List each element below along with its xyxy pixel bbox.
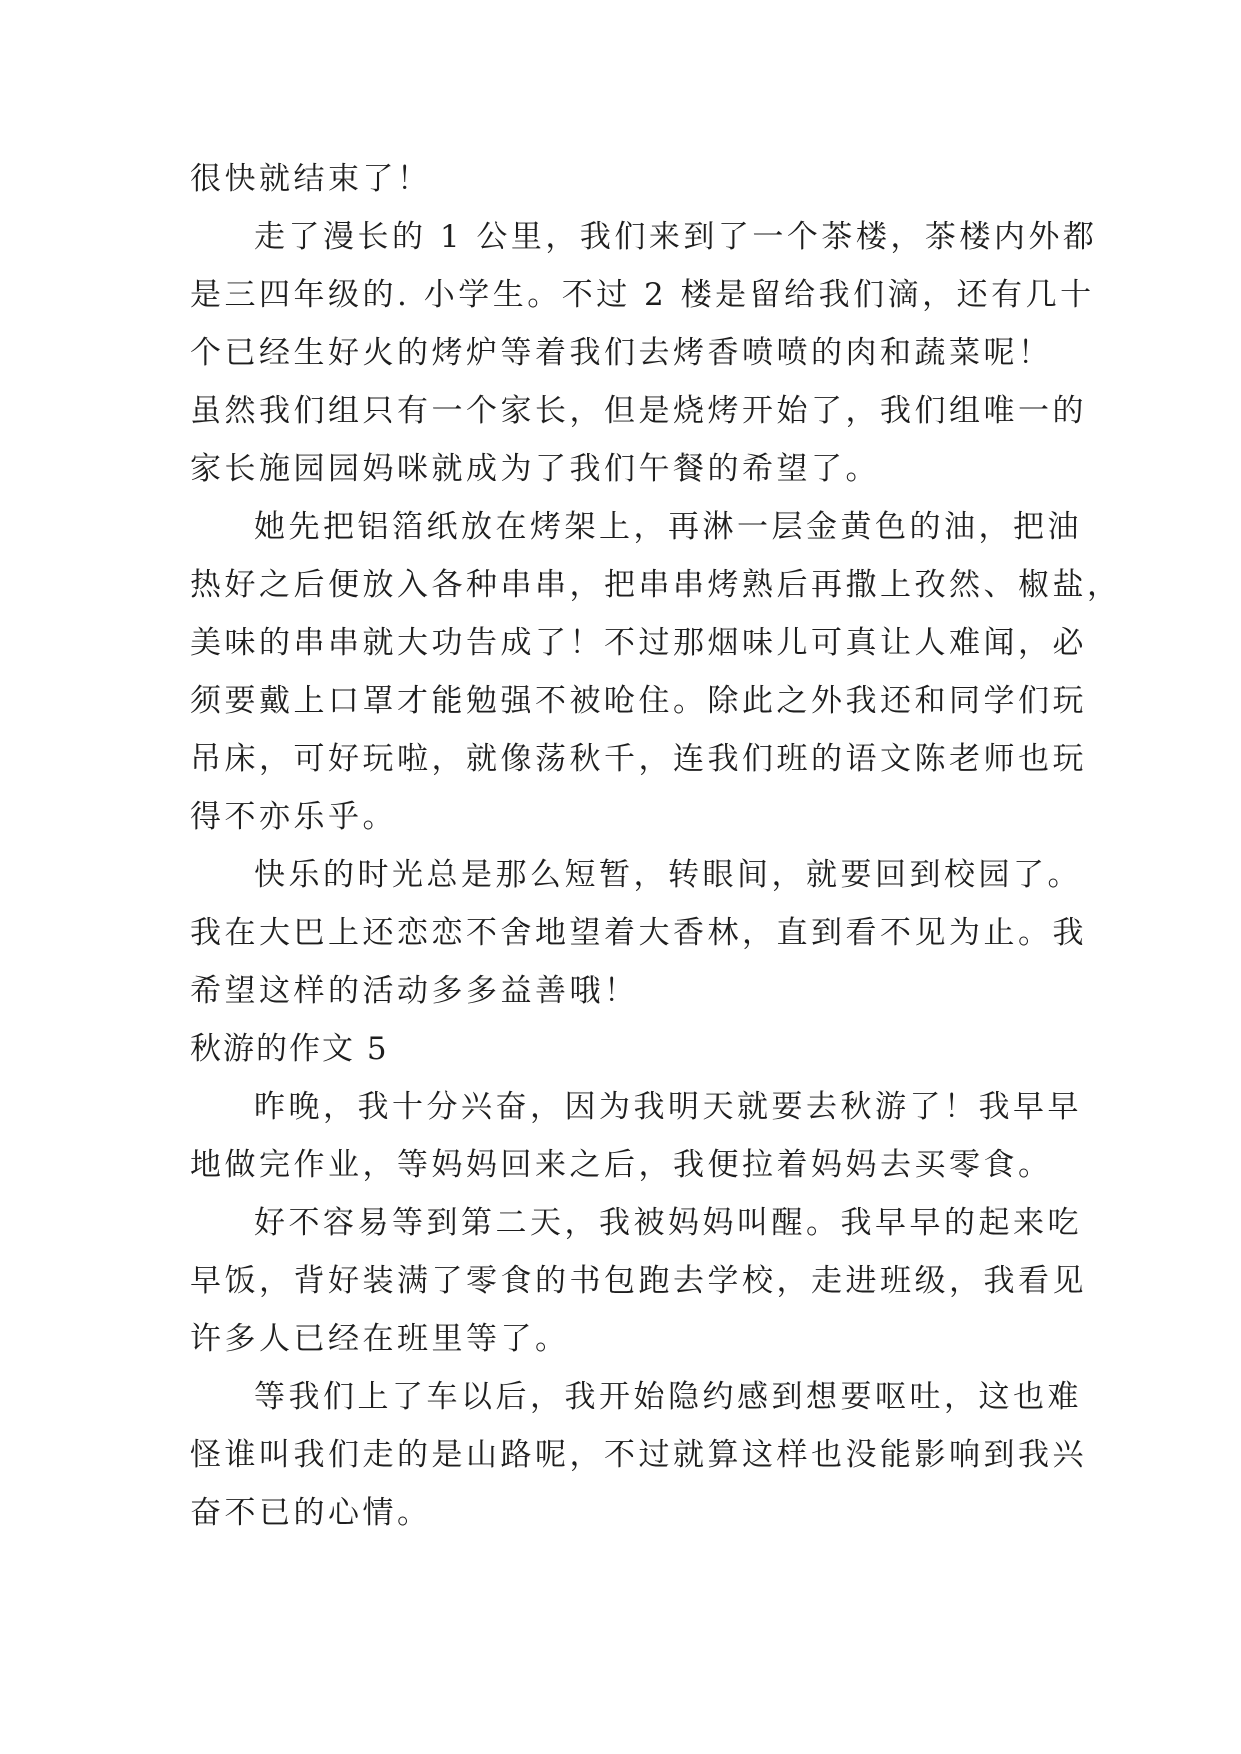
- document-body: [190, 150, 1122, 1542]
- text-line: 个已经生好火的烤炉等着我们去烤香喷喷的肉和蔬菜呢！: [190, 335, 1053, 371]
- text-line: 吊床，可好玩啦，就像荡秋千，连我们班的语文陈老师也玩: [190, 741, 1087, 777]
- text-line: 好不容易等到第二天，我被妈妈叫醒。我早早的起来吃: [254, 1205, 1082, 1241]
- text-line: 早饭，背好装满了零食的书包跑去学校，走进班级，我看见: [190, 1263, 1087, 1299]
- text-line: 我在大巴上还恋恋不舍地望着大香林，直到看不见为止。我: [190, 915, 1087, 951]
- text-line: 昨晚，我十分兴奋，因为我明天就要去秋游了！我早早: [254, 1089, 1082, 1125]
- text-line: 是三四年级的. 小学生。不过 2 楼是留给我们滴，还有几十: [190, 277, 1095, 313]
- text-line: 希望这样的活动多多益善哦！: [190, 973, 639, 1009]
- section-heading: 秋游的作文 5: [190, 1031, 389, 1067]
- text-line: 地做完作业，等妈妈回来之后，我便拉着妈妈去买零食。: [190, 1147, 1053, 1183]
- text-line: 很快就结束了！: [190, 161, 432, 197]
- text-line: 美味的串串就大功告成了！不过那烟味儿可真让人难闻，必: [190, 625, 1087, 661]
- text-line: 须要戴上口罩才能勉强不被呛住。除此之外我还和同学们玩: [190, 683, 1087, 719]
- text-line: 走了漫长的 1 公里，我们来到了一个茶楼，茶楼内外都: [254, 219, 1098, 255]
- text-line: 快乐的时光总是那么短暂，转眼间，就要回到校园了。: [254, 857, 1082, 893]
- text-line: 怪谁叫我们走的是山路呢，不过就算这样也没能影响到我兴: [190, 1437, 1087, 1473]
- text-line: 许多人已经在班里等了。: [190, 1321, 570, 1357]
- text-line: 热好之后便放入各种串串，把串串烤熟后再撒上孜然、椒盐，: [190, 567, 1122, 603]
- text-line: 等我们上了车以后，我开始隐约感到想要呕吐，这也难: [254, 1379, 1082, 1415]
- text-line: 奋不已的心情。: [190, 1495, 432, 1531]
- text-line: 得不亦乐乎。: [190, 799, 397, 835]
- text-line: 她先把铝箔纸放在烤架上，再淋一层金黄色的油，把油: [254, 509, 1082, 545]
- text-line: 家长施园园妈咪就成为了我们午餐的希望了。: [190, 451, 880, 487]
- text-line: 虽然我们组只有一个家长，但是烧烤开始了，我们组唯一的: [190, 393, 1087, 429]
